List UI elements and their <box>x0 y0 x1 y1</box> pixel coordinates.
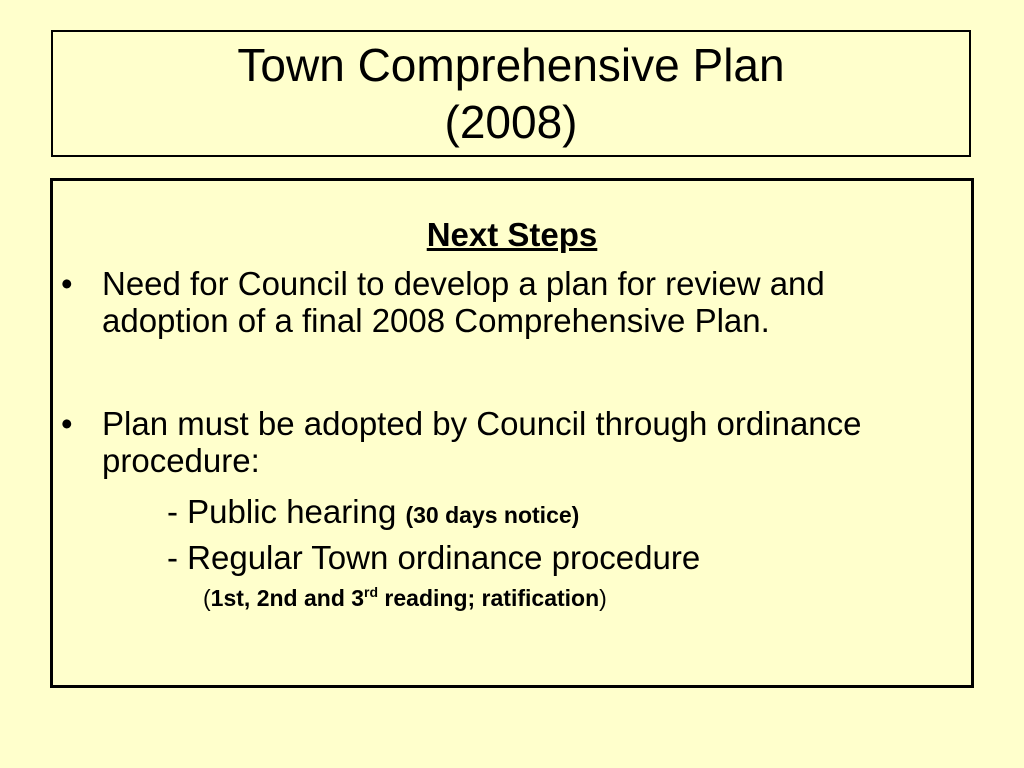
content-box <box>50 178 974 688</box>
bullet-marker: • <box>61 405 73 442</box>
sub-item-public-hearing <box>167 493 579 534</box>
reading-note-superscript: rd <box>364 584 379 600</box>
title-box <box>51 30 971 157</box>
reading-note-part-1: 1st, 2nd and 3 <box>210 585 365 611</box>
reading-note-close-paren: ) <box>599 585 607 611</box>
slide-title-line-2: (2008) <box>444 96 578 148</box>
reading-note-open-paren: ( <box>203 585 211 611</box>
sub-item-text: - Regular Town ordinance procedure <box>167 539 701 576</box>
sub-item-ordinance-procedure <box>167 539 700 576</box>
slide-title-line-1: Town Comprehensive Plan <box>237 39 785 91</box>
reading-note <box>203 584 607 612</box>
bullet-text: Plan must be adopted by Council through ordinance procedure: <box>102 405 862 479</box>
sub-item-note: (30 days notice) <box>405 502 580 528</box>
reading-note-part-2: reading; ratification <box>378 585 600 611</box>
section-heading: Next Steps <box>426 216 598 253</box>
sub-item-text: - Public hearing <box>167 493 406 530</box>
bullet-text: Need for Council to develop a plan for review and adoption of a final 2008 Comprehensive Plan. <box>102 265 825 339</box>
bullet-marker: • <box>61 265 73 302</box>
